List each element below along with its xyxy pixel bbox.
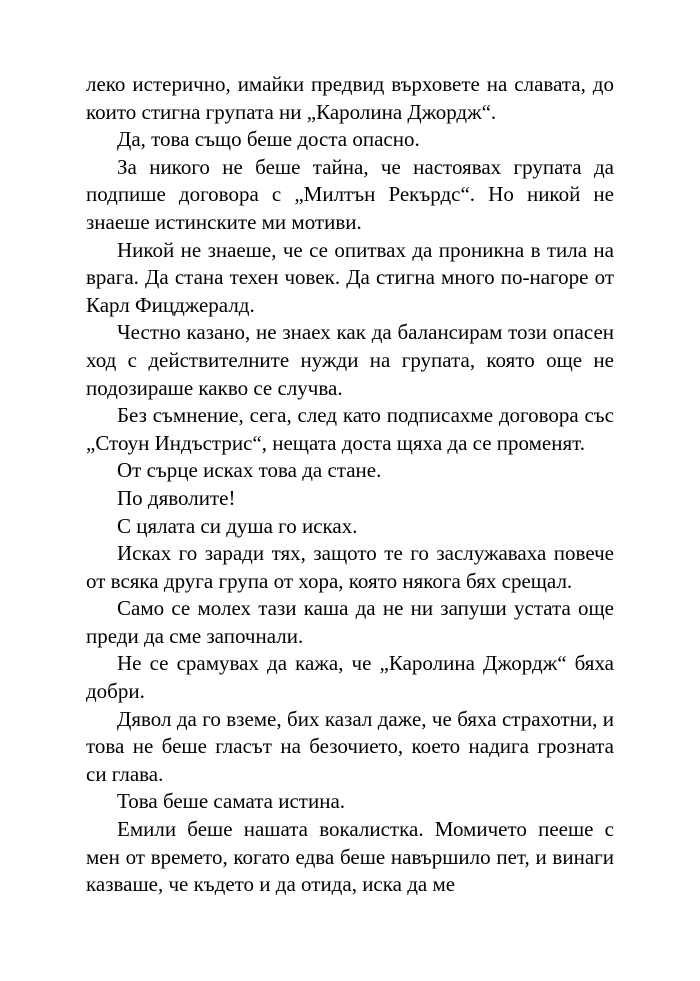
paragraph: Емили беше нашата вокалистка. Момичето пееше с мен от времето, когато едва беше навършило пет, и винаги казваше, че където и да отида, иска да ме [86,817,614,897]
book-page [86,71,614,899]
paragraph: Без съмнение, сега, след като подписахме договора със „Стоун Индъстрис“, нещата доста щяха да се променят. [86,403,614,455]
paragraph: По дяволите! [117,485,236,510]
paragraph: Само се молех тази каша да не ни запуши устата още преди да сме започнали. [86,596,614,648]
paragraph: Исках го заради тях, защото те го заслужаваха повече от всяка друга група от хора, която някога бях срещал. [86,541,614,593]
paragraph: С цялата си душа го исках. [117,513,358,538]
paragraph: Честно казано, не знаех как да балансирам този опасен ход с действителните нужди на групата, която още не подозираше какво се случва. [86,320,614,400]
paragraph: За никого не беше тайна, че настоявах групата да подпише договора с „Милтън Рекърдс“. Но никой не знаеше истинските ми мотиви. [86,154,614,234]
paragraph: Това беше самата истина. [117,789,346,814]
paragraph: Да, това също беше доста опасно. [117,127,420,152]
paragraph: Дявол да го вземе, бих казал даже, че бяха страхотни, и това не беше гласът на безочието, което надига грозната си глава. [86,706,614,786]
paragraph: От сърце исках това да стане. [117,458,382,483]
paragraph: Никой не знаеше, че се опитвах да проникна в тила на врага. Да стана техен човек. Да стигна много по-нагоре от Карл Фицджералд. [86,237,614,317]
paragraph: леко истерично, имайки предвид върховете на славата, до които стигна групата ни „Каролина Джордж“. [86,72,614,124]
paragraph: Не се срамувах да кажа, че „Каролина Джордж“ бяха добри. [86,651,614,704]
